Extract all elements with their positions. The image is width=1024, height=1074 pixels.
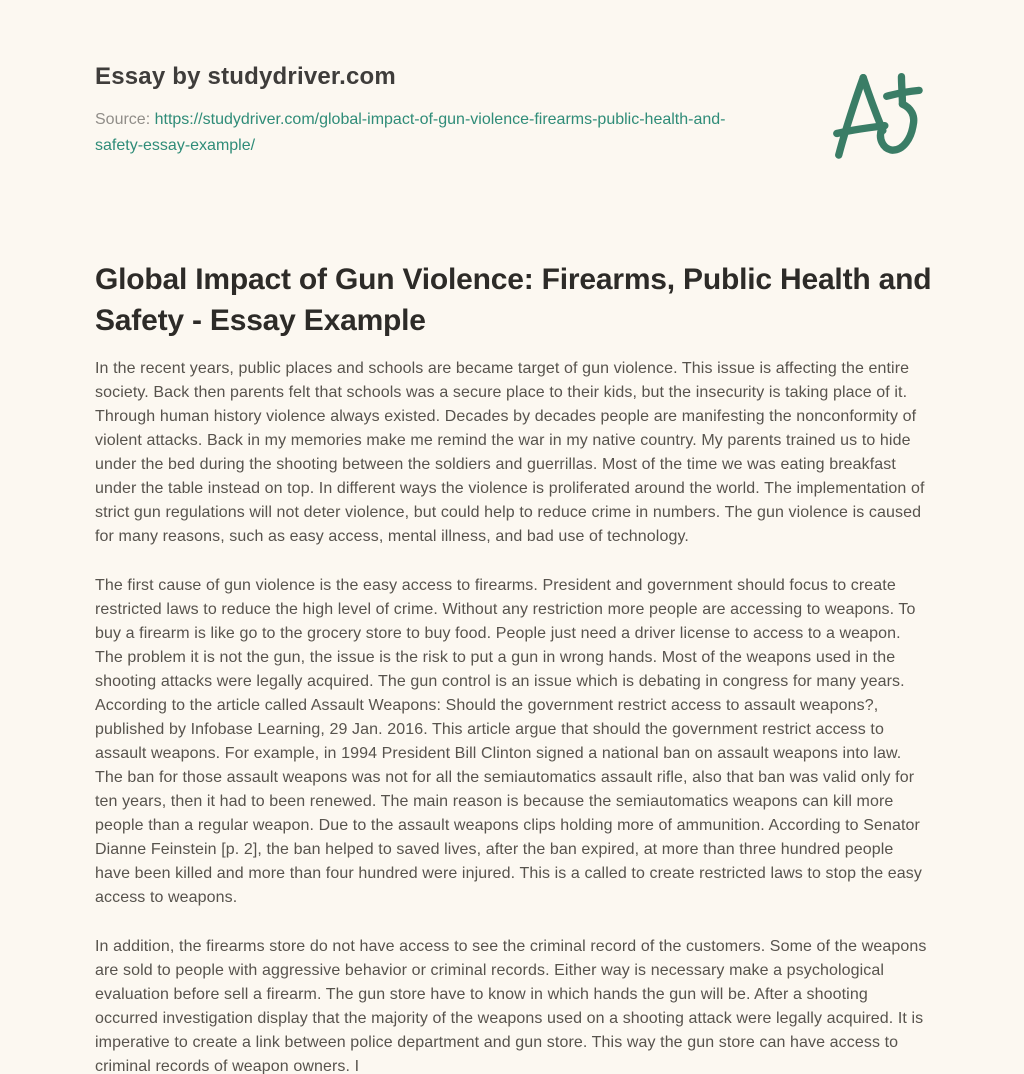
source-label: Source: — [95, 111, 151, 128]
page-title: Essay by studydriver.com — [95, 63, 396, 90]
source-url-link[interactable]: https://studydriver.com/global-impact-of-gun-violence-firearms-public-health-and-safety-essay-example/ — [95, 111, 726, 154]
essay-paragraph-2: The first cause of gun violence is the easy access to firearms. President and government should focus to create restricted laws to reduce the high level of crime. Without any restriction more people are accessing to weapons. To buy a firearm is like go to the grocery store to buy food. People just need a driver license to access to a weapon. The problem it is not the gun, the issue is the risk to put a gun in wrong hands. Most of the weapons used in the shooting attacks were legally acquired. The gun control is an issue which is debating in congress for many years. According to the article called Assault Weapons: Should the government restrict access to assault weapons?, published by Infobase Learning, 29 Jan. 2016. This article argue that should the government restrict access to assault weapons. For example, in 1994 President Bill Clinton signed a national ban on assault weapons into law. The ban for those assault weapons was not for all the semiautomatics assault rifle, also that ban was valid only for ten years, then it had to been renewed. The main reason is because the semiautomatics weapons can kill more people than a regular weapon. Due to the assault weapons clips holding more of ammunition. According to Senator Dianne Feinstein [p. 2], the ban helped to saved lives, after the ban expired, at more than three hundred people have been killed and more than four hundred were injured. This is a called to create restricted laws to stop the easy access to weapons. — [95, 577, 922, 906]
page-header — [95, 63, 930, 159]
essay-paragraph-3: In addition, the firearms store do not have access to see the criminal record of the customers. Some of the weapons are sold to people with aggressive behavior or criminal records. Either way is necessary make a psychological evaluation before sell a firearm. The gun store have to know in which hands the gun will be. After a shooting occurred investigation display that the majority of the weapons used on a shooting attack were legally acquired. It is imperative to create a link between police department and gun store. This way the gun store can have access to criminal records of weapon owners. I — [95, 938, 927, 1074]
essay-title: Global Impact of Gun Violence: Firearms, Public Health and Safety - Essay Example — [95, 263, 932, 337]
studydriver-a-plus-logo-icon — [826, 58, 924, 160]
essay-body — [95, 357, 931, 1074]
essay-paragraph-1: In the recent years, public places and schools are became target of gun violence. This issue is affecting the entire society. Back then parents felt that schools was a secure place to their kids, but the insecurity is taking place of it. Through human history violence always existed. Decades by decades people are manifesting the nonconformity of violent attacks. Back in my memories make me remind the war in my native country. My parents trained us to hide under the bed during the shooting between the soldiers and guerrillas. Most of the time we was eating breakfast under the table instead on top. In different ways the violence is proliferated around the world. The implementation of strict gun regulations will not deter violence, but could help to reduce crime in numbers. The gun violence is caused for many reasons, such as easy access, mental illness, and bad use of technology. — [95, 360, 925, 545]
source-line — [95, 107, 735, 159]
